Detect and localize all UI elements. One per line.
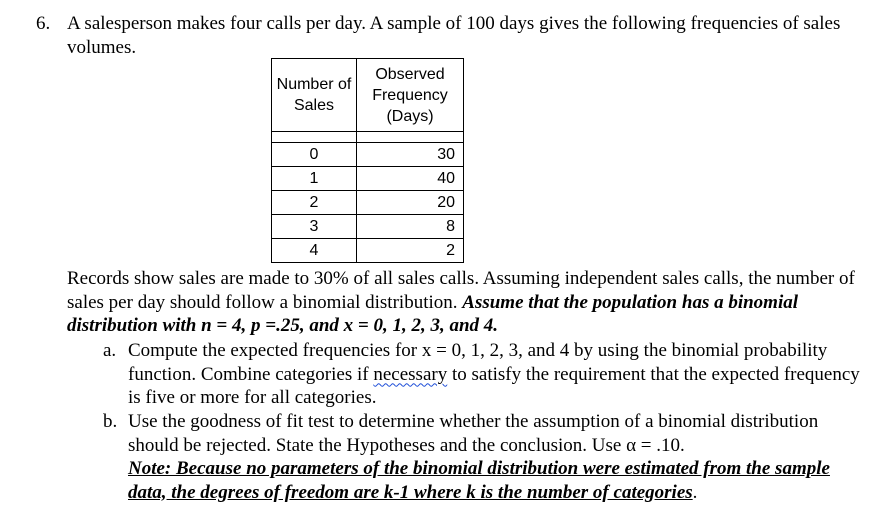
part-a-text-start: Compute the expected frequencies for x = 0, 1, 2, 3, and 4 by using the binomial probability function. Combine categories if: [128, 340, 828, 385]
table-row: [272, 167, 464, 191]
spellcheck-flagged-word[interactable]: necessary: [373, 363, 448, 385]
table-header-row: [272, 59, 464, 132]
cell-observed-frequency: 40: [357, 167, 464, 191]
binomial-assumption: Assume that the population has a binomial distribution with n = 4, p =.25, and x = 0, 1, 2, 3, and 4.: [67, 291, 799, 336]
cell-observed-frequency: 20: [357, 191, 464, 215]
part-a: [103, 339, 863, 410]
cell-number-of-sales: 0: [272, 143, 357, 167]
records-paragraph: [67, 267, 867, 338]
degrees-of-freedom-note: Note: Because no parameters of the binomial distribution were estimated from the sample data, the degrees of freedom are k-1 where k is the number of categories: [128, 458, 830, 503]
part-b-instructions: Use the goodness of fit test to determine whether the assumption of a binomial distribution should be rejected. State the Hypotheses and the conclusion. Use α = .10.: [128, 411, 819, 456]
table-spacer-row: [272, 132, 464, 143]
cell-observed-frequency: 2: [357, 239, 464, 263]
part-a-text: [128, 339, 863, 410]
header-number-of-sales: Number of Sales: [272, 59, 357, 132]
question-number: 6.: [36, 13, 51, 34]
part-b-marker: b.: [103, 411, 118, 432]
cell-number-of-sales: 3: [272, 215, 357, 239]
table-row: [272, 143, 464, 167]
spacer-cell: [357, 132, 464, 143]
spacer-cell: [272, 132, 357, 143]
part-b-text: [128, 410, 863, 504]
cell-number-of-sales: 2: [272, 191, 357, 215]
records-text: Records show sales are made to 30% of all sales calls. Assuming independent sales calls, the number of sales per day should follow a binomial distribution.: [67, 268, 855, 313]
part-b: [103, 410, 863, 504]
cell-observed-frequency: 30: [357, 143, 464, 167]
table-row: [272, 191, 464, 215]
frequency-table: [271, 58, 464, 263]
note-period: .: [692, 481, 698, 503]
cell-number-of-sales: 4: [272, 239, 357, 263]
part-a-text-end: to satisfy the requirement that the expected frequency is five or more for all categories.: [128, 363, 860, 408]
cell-observed-frequency: 8: [357, 215, 464, 239]
table-row: [272, 215, 464, 239]
part-a-marker: a.: [103, 340, 117, 361]
header-observed-frequency: Observed Frequency (Days): [357, 59, 464, 132]
question-intro: A salesperson makes four calls per day. A sample of 100 days gives the following frequencies of sales volumes.: [67, 13, 841, 58]
cell-number-of-sales: 1: [272, 167, 357, 191]
table-row: [272, 239, 464, 263]
